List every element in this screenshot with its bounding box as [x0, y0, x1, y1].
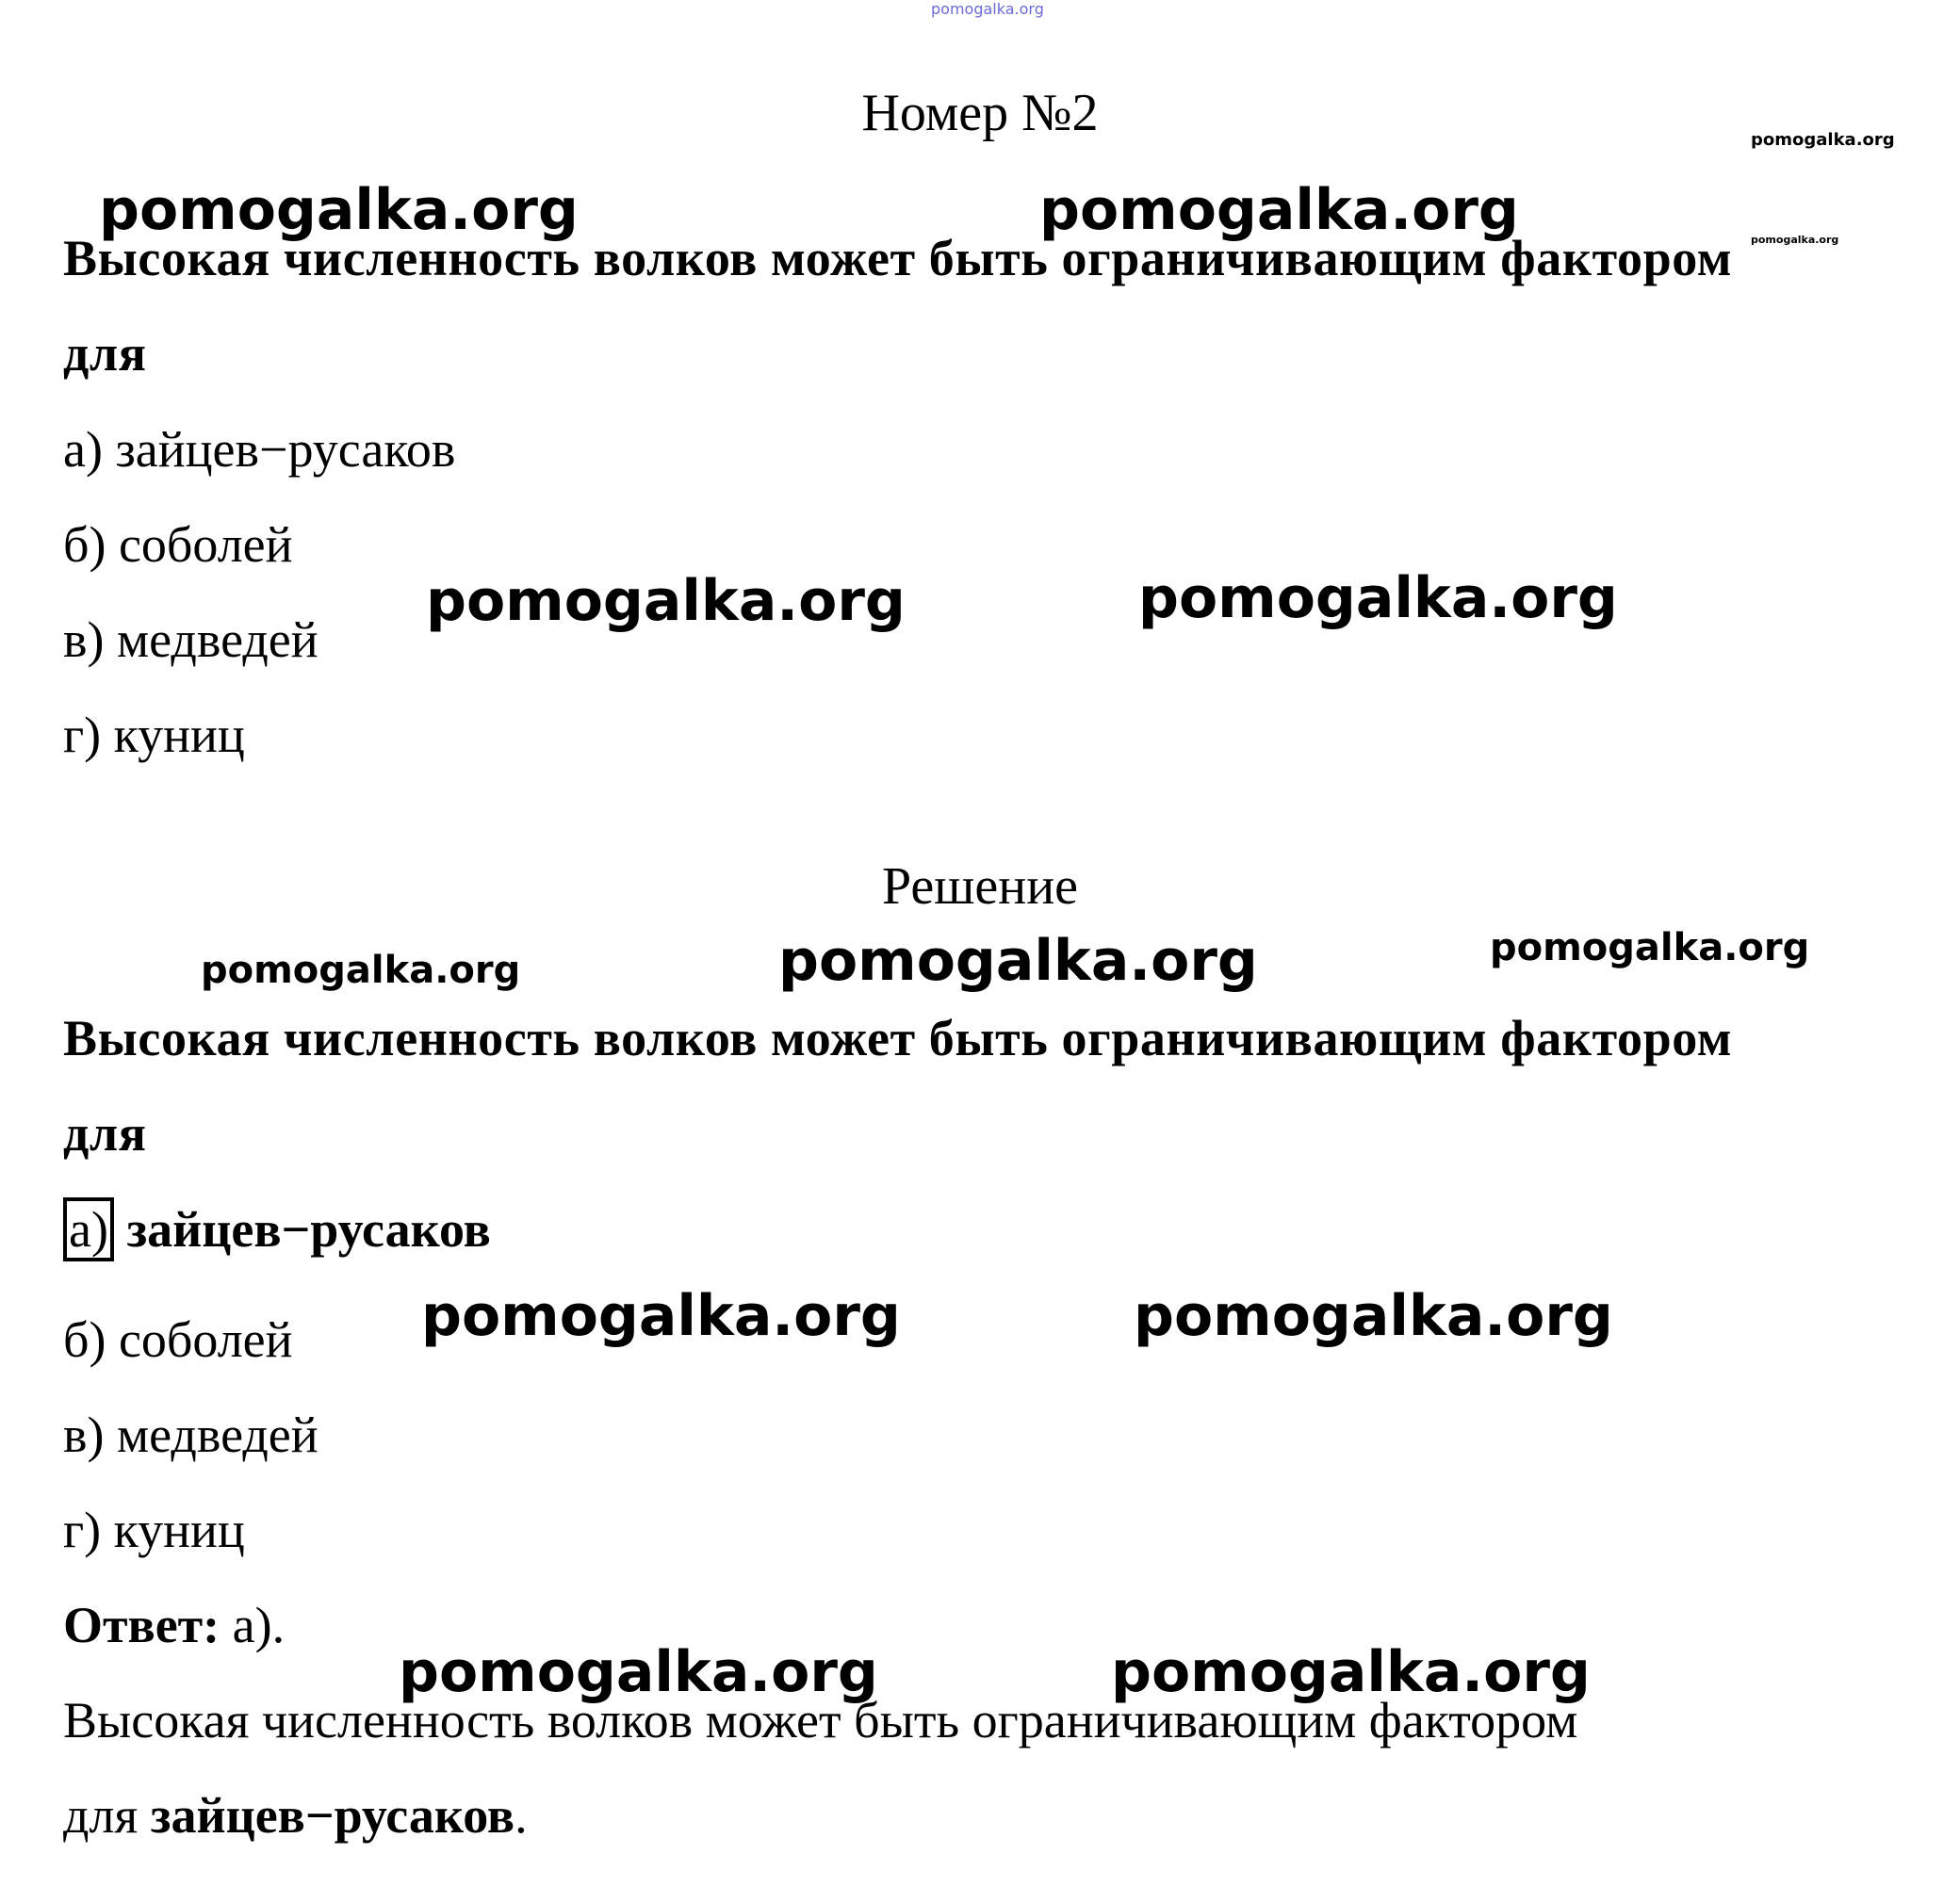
option-letter: б): [63, 1311, 106, 1368]
question-text-line1: Высокая численность волков может быть ограничивающим фактором: [63, 230, 1733, 286]
solution-option-b: [63, 1310, 293, 1369]
option-text: соболей: [118, 1311, 293, 1368]
option-letter: в): [63, 611, 105, 668]
question-text-line2: для: [63, 325, 147, 382]
option-text: зайцев−русаков: [115, 421, 456, 478]
explanation-line2: [63, 1786, 528, 1845]
option-text: медведей: [116, 1407, 318, 1463]
explanation-answer: зайцев−русаков: [150, 1787, 515, 1844]
option-letter: б): [63, 516, 106, 573]
solution-option-c: [63, 1406, 318, 1464]
answer-value: а).: [220, 1597, 286, 1653]
question-option-b: [63, 515, 293, 574]
watermark-text: pomogalka.org: [201, 949, 521, 992]
solution-option-d: [63, 1501, 245, 1559]
option-letter: г): [63, 707, 102, 763]
explanation-suffix: .: [514, 1787, 528, 1844]
option-letter: в): [63, 1407, 105, 1463]
option-text: куниц: [113, 707, 245, 763]
watermark-text: pomogalka.org: [1138, 565, 1618, 631]
solution-option-a: [63, 1200, 491, 1259]
option-text: медведей: [116, 611, 318, 668]
explanation-line1: Высокая численность волков может быть ограничивающим фактором: [63, 1692, 1578, 1748]
question-option-c: [63, 610, 318, 669]
solution-heading: Решение: [881, 857, 1079, 916]
watermark-text: pomogalka.org: [931, 0, 1044, 18]
question-option-a: [63, 420, 455, 479]
option-text: соболей: [118, 516, 293, 573]
watermark-text: pomogalka.org: [1490, 926, 1810, 969]
answer-line: [63, 1596, 285, 1654]
page-title: Номер №2: [861, 84, 1099, 142]
selected-option-box: а): [63, 1197, 114, 1261]
solution-question-line1: Высокая численность волков может быть ограничивающим фактором: [63, 1010, 1733, 1066]
option-letter: г): [63, 1502, 102, 1558]
watermark-text: pomogalka.org: [421, 1283, 901, 1349]
answer-label: Ответ:: [63, 1597, 220, 1653]
option-letter: а): [63, 421, 103, 478]
watermark-text: pomogalka.org: [1751, 130, 1895, 150]
watermark-text: pomogalka.org: [99, 177, 579, 243]
option-text: зайцев−русаков: [126, 1201, 491, 1258]
watermark-text: pomogalka.org: [1751, 234, 1839, 246]
watermark-text: pomogalka.org: [1111, 1639, 1591, 1705]
watermark-text: pomogalka.org: [778, 928, 1258, 994]
watermark-text: pomogalka.org: [1134, 1283, 1613, 1349]
watermark-text: pomogalka.org: [399, 1639, 878, 1705]
solution-question-line2: для: [63, 1105, 147, 1162]
option-text: куниц: [113, 1502, 245, 1558]
watermark-text: pomogalka.org: [426, 568, 906, 634]
watermark-text: pomogalka.org: [1039, 177, 1519, 243]
question-option-d: [63, 706, 245, 764]
explanation-prefix: для: [63, 1787, 151, 1844]
